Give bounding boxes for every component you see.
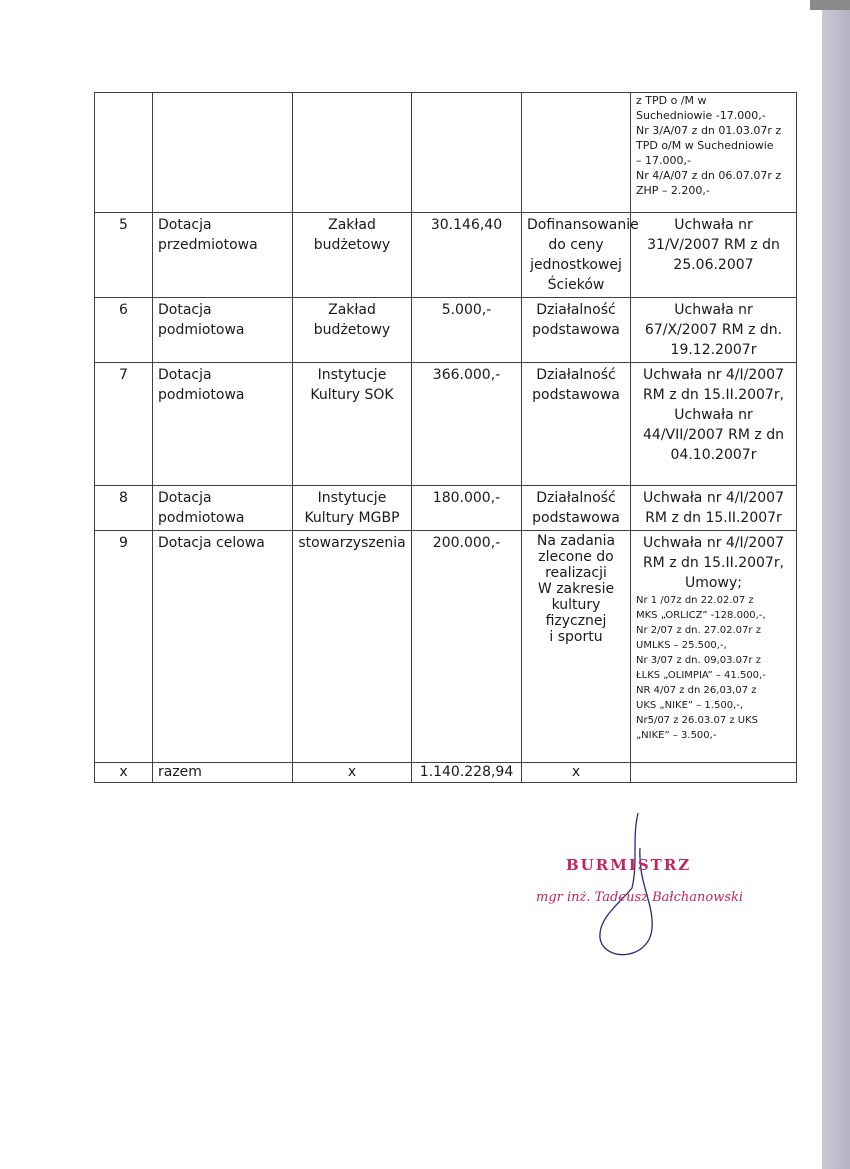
cell-nr: 8 xyxy=(95,486,153,531)
handwritten-signature xyxy=(520,808,750,968)
text-line: Ścieków xyxy=(547,277,605,293)
text-line: Uchwała nr xyxy=(674,217,753,233)
cont-line: z TPD o /M w xyxy=(636,94,707,107)
text-line: Instytucje xyxy=(317,367,387,383)
scan-page-edge xyxy=(822,0,850,1169)
table-row-total xyxy=(95,763,797,783)
text-line: Dotacja xyxy=(158,367,212,383)
table-row xyxy=(95,363,797,486)
text-line: podstawowa xyxy=(532,387,620,403)
cell-jednostka xyxy=(293,531,412,763)
text-line: podmiotowa xyxy=(158,322,245,338)
cell-podstawa xyxy=(631,298,797,363)
text-line: stowarzyszenia xyxy=(298,535,406,551)
text-line: RM z dn 15.II.2007r, xyxy=(642,555,785,571)
cell-jednostka xyxy=(293,486,412,531)
text-line: podmiotowa xyxy=(158,510,245,526)
text-line: budżetowy xyxy=(313,237,391,253)
text-line: 25.06.2007 xyxy=(673,257,754,273)
umowa-line: UMLKS – 25.500,-, xyxy=(636,640,727,651)
table-row xyxy=(95,531,797,763)
cell-rodzaj xyxy=(153,486,293,531)
text-line: Uchwała nr 4/I/2007 xyxy=(642,490,785,506)
cell-cel xyxy=(522,363,631,486)
text-line: podstawowa xyxy=(532,322,620,338)
text-line: Na zadania xyxy=(536,533,616,549)
cell-kwota: 366.000,- xyxy=(412,363,522,486)
text-line: Uchwała nr xyxy=(674,302,753,318)
cell-kwota: 5.000,- xyxy=(412,298,522,363)
text-line: Kultury MGBP xyxy=(304,510,400,526)
cell-cel xyxy=(522,486,631,531)
cont-line: ZHP – 2.200,- xyxy=(636,184,710,197)
cell-rodzaj xyxy=(153,531,293,763)
cont-line: Nr 3/A/07 z dn 01.03.07r z xyxy=(636,124,782,137)
cell-kwota: 200.000,- xyxy=(412,531,522,763)
text-line: Działalność xyxy=(536,490,616,506)
cont-line: – 17.000,- xyxy=(636,154,691,167)
text-line: 19.12.2007r xyxy=(670,342,757,358)
cell-nr: x xyxy=(95,763,153,783)
text-line: i sportu xyxy=(549,629,603,645)
cell-rodzaj xyxy=(153,93,293,213)
scan-corner-shadow xyxy=(810,0,850,10)
cell-podstawa xyxy=(631,531,797,763)
cell-nr: 6 xyxy=(95,298,153,363)
umowa-line: NR 4/07 z dn 26,03,07 z xyxy=(636,685,757,696)
cell-kwota xyxy=(412,93,522,213)
text-line: RM z dn 15.II.2007r xyxy=(645,510,782,526)
cell-cel xyxy=(522,213,639,298)
text-line: Uchwała nr 4/I/2007 xyxy=(642,535,785,551)
text-line: jednostkowej xyxy=(530,257,622,273)
text-line: Działalność xyxy=(536,367,616,383)
text-line: Dotacja celowa xyxy=(158,535,265,551)
text-line: podmiotowa xyxy=(158,387,245,403)
cell-cel xyxy=(522,298,631,363)
cell-nr: 5 xyxy=(95,213,153,298)
cell-jednostka xyxy=(293,363,412,486)
text-line: 67/X/2007 RM z dn. xyxy=(644,322,783,338)
text-line: zlecone do xyxy=(538,549,614,565)
cell-jednostka xyxy=(293,298,412,363)
text-line: Zakład xyxy=(328,217,376,233)
cell-cel xyxy=(522,531,631,763)
signature-title: BURMISTRZ xyxy=(566,856,692,874)
table-row xyxy=(95,298,797,363)
text-line: Uchwała nr xyxy=(674,407,753,423)
cont-line: TPD o/M w Suchedniowie xyxy=(636,139,774,152)
text-line: Uchwała nr 4/I/2007 xyxy=(642,367,785,383)
text-line: Dofinansowanie xyxy=(527,217,639,233)
cell-label: razem xyxy=(153,763,293,783)
text-line: Dotacja xyxy=(158,490,212,506)
text-line: kultury fizycznej xyxy=(545,597,607,629)
text-line: Zakład xyxy=(328,302,376,318)
cont-line: Suchedniowie -17.000,- xyxy=(636,109,766,122)
cell-podstawa xyxy=(631,486,797,531)
cell-podstawa xyxy=(631,213,797,298)
cell-nr: 9 xyxy=(95,531,153,763)
cell-cel: x xyxy=(522,763,631,783)
cell-rodzaj xyxy=(153,363,293,486)
text-line: realizacji xyxy=(545,565,607,581)
cell-rodzaj xyxy=(153,298,293,363)
text-line: Instytucje xyxy=(317,490,387,506)
text-line: podstawowa xyxy=(532,510,620,526)
umowa-line: Nr 2/07 z dn. 27.02.07r z xyxy=(636,625,761,636)
cell-jednostka xyxy=(293,93,412,213)
umowa-line: UKS „NIKE” – 1.500,-, xyxy=(636,700,744,711)
text-line: Działalność xyxy=(536,302,616,318)
text-line: 44/VII/2007 RM z dn xyxy=(643,427,784,443)
text-line: Dotacja xyxy=(158,302,212,318)
text-line: 04.10.2007r xyxy=(670,447,757,463)
cont-line: Nr 4/A/07 z dn 06.07.07r z xyxy=(636,169,782,182)
umowa-line: „NIKE” – 3.500,- xyxy=(636,730,717,741)
cell-nr xyxy=(95,93,153,213)
table-row xyxy=(95,213,797,298)
umowa-line: Nr5/07 z 26.03.07 z UKS xyxy=(636,715,759,726)
cell-jednostka xyxy=(293,213,412,298)
umowa-line: Nr 1 /07z dn 22.02.07 z xyxy=(636,595,754,606)
cell-jednostka: x xyxy=(293,763,412,783)
umowy-list xyxy=(636,593,791,743)
text-line: W zakresie xyxy=(537,581,615,597)
cell-podstawa xyxy=(631,363,797,486)
text-line: Umowy; xyxy=(685,575,742,591)
umowa-line: Nr 3/07 z dn. 09,03.07r z xyxy=(636,655,761,666)
umowa-line: ŁLKS „OLIMPIA” – 41.500,- xyxy=(636,670,766,681)
cell-kwota: 1.140.228,94 xyxy=(412,763,522,783)
table-row-continuation xyxy=(95,93,797,213)
text-line: budżetowy xyxy=(313,322,391,338)
text-line: 31/V/2007 RM z dn xyxy=(647,237,780,253)
umowa-line: MKS „ORLICZ” -128.000,-, xyxy=(636,610,766,621)
text-line: przedmiotowa xyxy=(158,237,258,253)
text-line: Kultury SOK xyxy=(310,387,394,403)
cell-kwota: 30.146,40 xyxy=(412,213,522,298)
cell-nr: 7 xyxy=(95,363,153,486)
table-row xyxy=(95,486,797,531)
cell-podstawa xyxy=(631,93,797,213)
text-line: do ceny xyxy=(548,237,604,253)
text-line: RM z dn 15.II.2007r, xyxy=(642,387,785,403)
subsidy-table xyxy=(94,92,797,783)
signature-name: mgr inż. Tadeusz Bałchanowski xyxy=(536,890,744,905)
text-line: Dotacja xyxy=(158,217,212,233)
cell-kwota: 180.000,- xyxy=(412,486,522,531)
cell-podstawa xyxy=(631,763,797,783)
cell-cel xyxy=(522,93,631,213)
cell-rodzaj xyxy=(153,213,293,298)
